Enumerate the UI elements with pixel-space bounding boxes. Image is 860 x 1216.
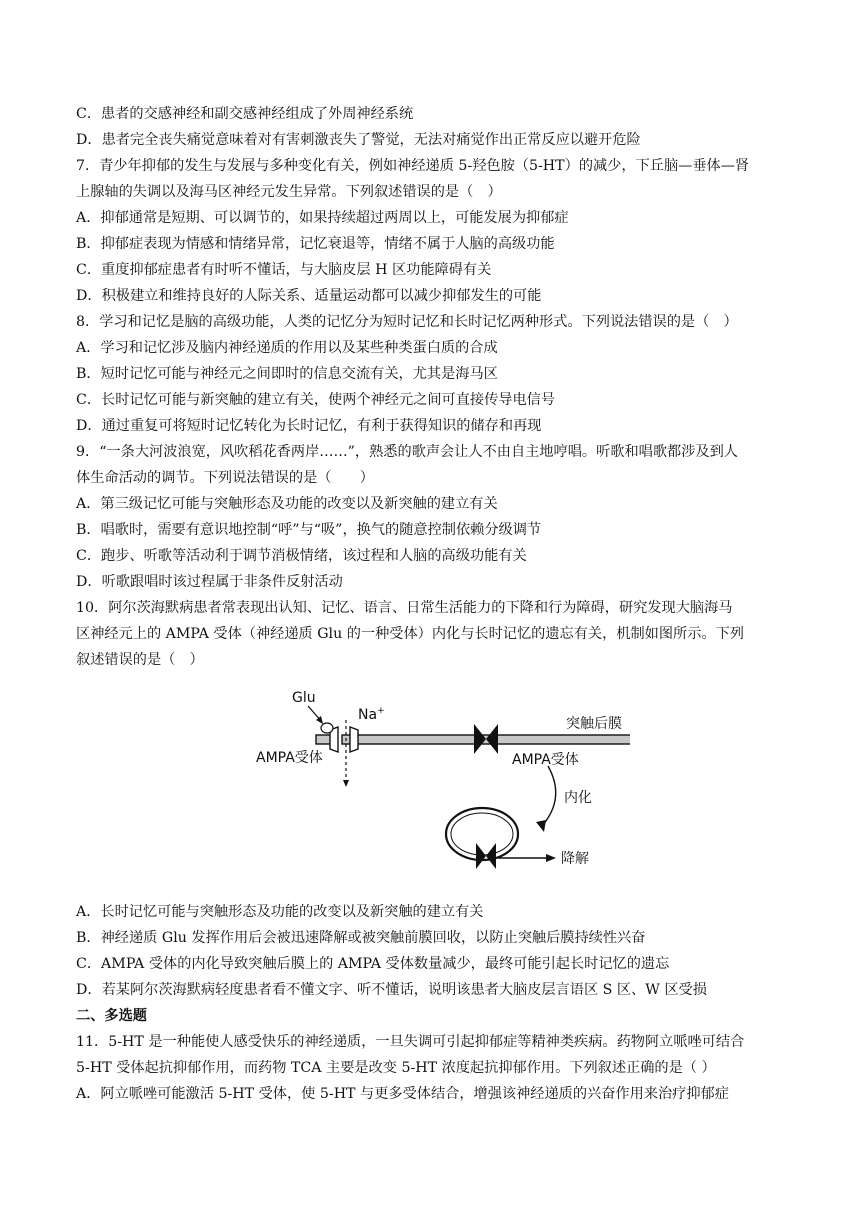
q9-option-c: C．跑步、听歌等活动利于调节消极情绪，该过程和人脑的高级功能有关 bbox=[76, 548, 527, 564]
q9-stem-line1: 9．“一条大河波浪宽，风吹稻花香两岸……”，熟悉的歌声会让人不由自主地哼唱。听歌和唱歌都涉及到人 bbox=[76, 444, 738, 460]
q8-option-a: A．学习和记忆涉及脑内神经递质的作用以及某些种类蛋白质的合成 bbox=[76, 340, 498, 356]
q7-option-c: C．重度抑郁症患者有时听不懂话，与大脑皮层 H 区功能障碍有关 bbox=[76, 262, 492, 278]
ampa-receptor-right-half bbox=[350, 727, 358, 752]
q9-option-b: B．唱歌时，需要有意识地控制“呼”与“吸”，换气的随意控制依赖分级调节 bbox=[76, 522, 542, 538]
q8-option-d: D．通过重复可将短时记忆转化为长时记忆，有利于获得知识的储存和再现 bbox=[76, 418, 542, 434]
q7-option-b: B．抑郁症表现为情感和情绪异常，记忆衰退等，情绪不属于人脑的高级功能 bbox=[76, 236, 555, 252]
ampa-diagram-svg bbox=[250, 686, 630, 886]
internalize-label: 内化 bbox=[564, 790, 592, 806]
internalized-receptor-left bbox=[476, 843, 486, 869]
q7-stem-line1: 7．青少年抑郁的发生与发展与多种变化有关，例如神经递质 5-羟色胺（5-HT）的减少，下丘脑—垂体—肾 bbox=[76, 158, 750, 174]
q6-option-d: D．患者完全丧失痛觉意味着对有害刺激丧失了警觉，无法对痛觉作出正常反应以避开危险 bbox=[76, 132, 641, 148]
q8-option-c: C．长时记忆可能与新突触的建立有关，使两个神经元之间可直接传导电信号 bbox=[76, 392, 556, 408]
q10-option-b: B．神经递质 Glu 发挥作用后会被迅速降解或被突触前膜回收，以防止突触后膜持续性兴奋 bbox=[76, 930, 646, 946]
endocytic-vesicle-inner bbox=[451, 813, 513, 855]
q8-option-b: B．短时记忆可能与神经元之间即时的信息交流有关，尤其是海马区 bbox=[76, 366, 498, 382]
glu-label: Glu bbox=[292, 690, 316, 706]
q8-stem: 8．学习和记忆是脑的高级功能，人类的记忆分为短时记忆和长时记忆两种形式。下列说法错误的是（ ） bbox=[76, 314, 738, 330]
section-title-multiple-choice: 二、多选题 bbox=[76, 1008, 147, 1024]
q9-option-d: D．听歌跟唱时该过程属于非条件反射活动 bbox=[76, 574, 343, 590]
q11-option-a: A．阿立哌唑可能激活 5-HT 受体，使 5-HT 与更多受体结合，增强该神经递质的兴奋作用来治疗抑郁症 bbox=[76, 1086, 729, 1102]
degrade-arrowhead bbox=[546, 854, 556, 862]
ampa-diagram bbox=[250, 686, 630, 886]
q10-stem-line3: 叙述错误的是（ ） bbox=[76, 652, 204, 668]
q10-stem-line2: 区神经元上的 AMPA 受体（神经递质 Glu 的一种受体）内化与长时记忆的遗忘有关，机制如图所示。下列 bbox=[76, 626, 744, 642]
internalize-arrow bbox=[542, 766, 556, 826]
q7-option-d: D．积极建立和维持良好的人际关系、适量运动都可以减少抑郁发生的可能 bbox=[76, 288, 542, 304]
q11-stem-line2: 5-HT 受体起抗抑郁作用，而药物 TCA 主要是改变 5-HT 浓度起抗抑郁作用。下列叙述正确的是（ ） bbox=[76, 1060, 716, 1076]
postsynaptic-membrane bbox=[342, 735, 630, 744]
na-label: Na+ bbox=[358, 706, 385, 723]
ampa-receptor-label-left: AMPA受体 bbox=[256, 750, 323, 766]
na-arrowhead bbox=[343, 780, 349, 787]
degrade-label: 降解 bbox=[561, 851, 589, 867]
q10-stem-line1: 10．阿尔茨海默病患者常表现出认知、记忆、语言、日常生活能力的下降和行为障碍，研究发现大脑海马 bbox=[76, 600, 733, 616]
q7-option-a: A．抑郁通常是短期、可以调节的，如果持续超过两周以上，可能发展为抑郁症 bbox=[76, 210, 569, 226]
q10-option-a: A．长时记忆可能与突触形态及功能的改变以及新突触的建立有关 bbox=[76, 904, 484, 920]
q11-stem-line1: 11．5-HT 是一种能使人感受快乐的神经递质，一旦失调可引起抑郁症等精神类疾病。药物阿立哌唑可结合 bbox=[76, 1034, 745, 1050]
internalize-arrowhead bbox=[536, 820, 546, 832]
ampa-receptor-label-right: AMPA受体 bbox=[512, 752, 579, 768]
q6-option-c: C．患者的交感神经和副交感神经组成了外周神经系统 bbox=[76, 106, 414, 122]
glu-molecule bbox=[321, 723, 333, 733]
postsynaptic-membrane-label: 突触后膜 bbox=[566, 716, 622, 732]
q7-stem-line2: 上腺轴的失调以及海马区神经元发生异常。下列叙述错误的是（ ） bbox=[76, 184, 502, 200]
q10-option-c: C．AMPA 受体的内化导致突触后膜上的 AMPA 受体数量减少，最终可能引起长时记忆的遗忘 bbox=[76, 956, 670, 972]
ampa-receptor-closed-right bbox=[486, 724, 498, 754]
q9-option-a: A．第三级记忆可能与突触形态及功能的改变以及新突触的建立有关 bbox=[76, 496, 498, 512]
ampa-receptor-closed-left bbox=[474, 724, 486, 754]
internalized-receptor-right bbox=[486, 843, 496, 869]
q9-stem-line2: 体生命活动的调节。下列说法错误的是（ ） bbox=[76, 470, 374, 486]
q10-option-d: D．若某阿尔茨海默病轻度患者看不懂文字、听不懂话，说明该患者大脑皮层言语区 S 区、W 区受损 bbox=[76, 982, 707, 998]
